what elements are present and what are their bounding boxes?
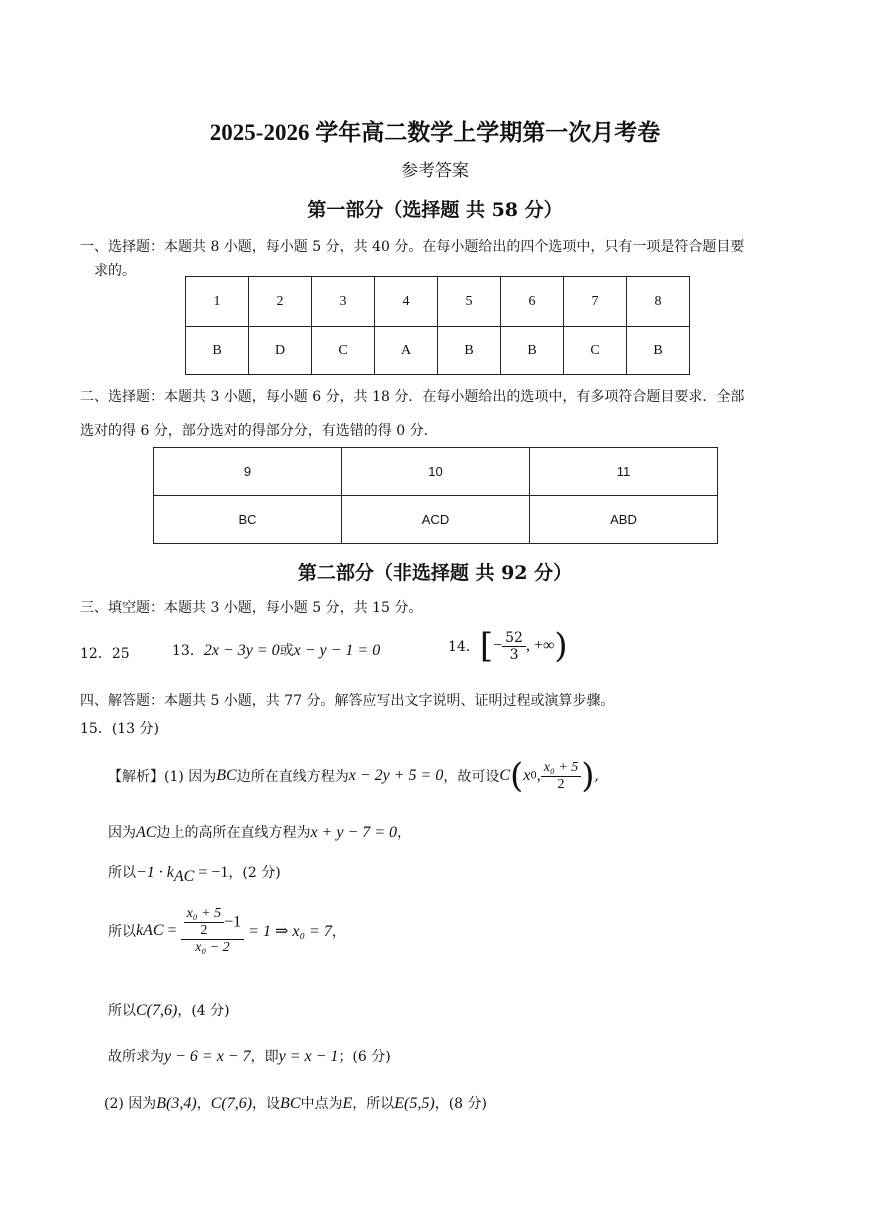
point-e-coords: E(5,5) <box>394 1095 435 1112</box>
equation-rhs: = −1 <box>194 864 229 881</box>
answer-cell: ABD <box>530 496 718 544</box>
text: 因为 <box>108 825 136 841</box>
text: 故所求为 <box>108 1049 164 1065</box>
right-paren-icon: ) <box>554 626 568 666</box>
question-number: 5 <box>438 277 501 327</box>
solution-line-3 <box>108 862 281 886</box>
equation: −1 · k <box>136 864 174 881</box>
fraction-denominator: 3 <box>509 646 519 663</box>
sec1-instructions-line2: 求的。 <box>94 263 136 279</box>
fraction-numerator: x₀ + 5 <box>184 906 225 923</box>
text: ，即 <box>250 1049 279 1065</box>
equals: = <box>163 922 181 939</box>
inner-fraction <box>184 906 225 939</box>
equation-rhs: = 1 ⇒ x₀ = 7 <box>244 923 332 940</box>
solution-line-7 <box>104 1093 487 1113</box>
subscript-zero: 0 <box>530 770 537 782</box>
question-number: 11 <box>530 448 718 496</box>
sec1-answer-table <box>185 276 690 375</box>
q14-fraction <box>502 630 526 663</box>
question-number: 6 <box>501 277 564 327</box>
slope-k: k <box>136 922 144 939</box>
q15-heading: 15．(13 分) <box>80 721 160 737</box>
equation: x − 2y + 5 = 0 <box>348 767 444 784</box>
minus-one: −1 <box>224 913 242 931</box>
text: (2) 因为 <box>104 1096 157 1112</box>
point-c: C(7,6) <box>210 1095 253 1112</box>
answer-cell: B <box>627 327 690 375</box>
text: 边上的高所在直线方程为 <box>156 825 311 841</box>
q13-or: 或 <box>279 643 294 659</box>
answer-cell: C <box>564 327 627 375</box>
text: ， <box>331 924 346 940</box>
text: ，所以 <box>352 1096 395 1112</box>
text: 所以 <box>108 924 136 940</box>
q13-answer <box>172 640 380 660</box>
segment-bc: BC <box>216 767 237 784</box>
sec1-instructions-line1: 一、选择题：本题共 8 小题，每小题 5 分，共 40 分。在每小题给出的四个选项中，只有一项是符合题目要 <box>80 239 745 255</box>
text: ，故可设 <box>443 769 500 785</box>
fraction-denominator: 2 <box>200 923 208 938</box>
point-e: E <box>342 1095 353 1112</box>
answer-cell: BC <box>154 496 342 544</box>
q14-answer <box>448 626 568 666</box>
right-paren-icon: ) <box>581 756 595 796</box>
score: ；(6 分) <box>338 1049 391 1065</box>
q13-number: 13． <box>172 643 204 659</box>
answer-cell: B <box>438 327 501 375</box>
left-bracket-icon: [ <box>479 626 494 666</box>
solution-line-2 <box>108 822 411 842</box>
q13-eq-b: x − y − 1 = 0 <box>293 642 381 659</box>
text: ，设 <box>252 1096 281 1112</box>
question-number: 7 <box>564 277 627 327</box>
sec3-heading: 三、填空题：本题共 3 小题，每小题 5 分，共 15 分。 <box>80 600 423 616</box>
page-title: 2025-2026 学年高二数学上学期第一次月考卷 <box>209 120 661 145</box>
question-number: 8 <box>627 277 690 327</box>
question-number: 1 <box>186 277 249 327</box>
coordinate-fraction <box>541 760 582 793</box>
question-number: 4 <box>375 277 438 327</box>
part1-heading: 第一部分（选择题 共 58 分） <box>307 199 563 221</box>
point-b: B(3,4) <box>156 1095 197 1112</box>
text: 所以 <box>108 1003 136 1019</box>
text: 中点为 <box>300 1096 343 1112</box>
left-paren-icon: ( <box>510 756 524 796</box>
sec4-heading: 四、解答题：本题共 5 小题，共 77 分。解答应写出文字说明、证明过程或演算步骤。 <box>80 693 615 709</box>
comma: , <box>594 768 599 784</box>
answer-cell: ACD <box>342 496 530 544</box>
comma: , <box>536 767 541 784</box>
score: ，(8 分) <box>434 1096 487 1112</box>
x-var: x <box>523 767 531 784</box>
subscript: AC <box>143 922 164 939</box>
segment-bc: BC <box>280 1095 301 1112</box>
solution-line-6 <box>108 1046 391 1066</box>
text: 所以 <box>108 865 136 881</box>
solution-line-5 <box>108 1000 230 1020</box>
q14-tail: , +∞ <box>525 637 555 654</box>
solution-line-4 <box>108 906 346 956</box>
equation: x + y − 7 = 0 <box>310 824 398 841</box>
fraction-numerator <box>181 906 245 940</box>
sec2-instructions-line2: 选对的得 6 分，部分选对的得部分分，有选错的得 0 分． <box>80 423 438 439</box>
answer-cell: C <box>312 327 375 375</box>
q12-answer: 12．25 <box>80 646 130 662</box>
answer-cell: D <box>249 327 312 375</box>
equation: y = x − 1 <box>278 1048 339 1065</box>
page-subtitle: 参考答案 <box>401 161 469 181</box>
text: 边所在直线方程为 <box>236 769 349 785</box>
comma: ， <box>196 1096 211 1112</box>
question-number: 2 <box>249 277 312 327</box>
solution-line-1 <box>108 756 599 796</box>
fraction-denominator: 2 <box>557 776 565 792</box>
q13-eq-a: 2x − 3y = 0 <box>203 642 280 659</box>
sec2-answer-table <box>153 447 718 544</box>
score: ，(2 分) <box>228 865 281 881</box>
equation: y − 6 = x − 7 <box>164 1048 251 1065</box>
q14-number: 14． <box>448 639 480 655</box>
question-number: 3 <box>312 277 375 327</box>
segment-ac: AC <box>136 824 157 841</box>
question-number: 9 <box>154 448 342 496</box>
analysis-label: 【解析】(1) 因为 <box>108 769 217 785</box>
point-c-coords: C(7,6) <box>136 1002 178 1019</box>
text: ， <box>397 825 412 841</box>
answer-cell: A <box>375 327 438 375</box>
fraction-numerator: 52 <box>502 630 526 647</box>
fraction-numerator: x₀ + 5 <box>541 760 582 777</box>
slope-fraction <box>181 906 245 956</box>
question-number: 10 <box>342 448 530 496</box>
sec2-instructions-line1: 二、选择题：本题共 3 小题，每小题 6 分，共 18 分．在每小题给出的选项中，有多项符合题目要求．全部 <box>80 389 745 405</box>
score: ，(4 分) <box>177 1003 230 1019</box>
minus-sign: − <box>493 637 503 654</box>
answer-cell: B <box>186 327 249 375</box>
fraction-denominator: x₀ − 2 <box>195 940 230 955</box>
part2-heading: 第二部分（非选择题 共 92 分） <box>297 562 573 584</box>
point-c: C <box>499 767 510 784</box>
answer-cell: B <box>501 327 564 375</box>
subscript: AC <box>173 868 195 886</box>
